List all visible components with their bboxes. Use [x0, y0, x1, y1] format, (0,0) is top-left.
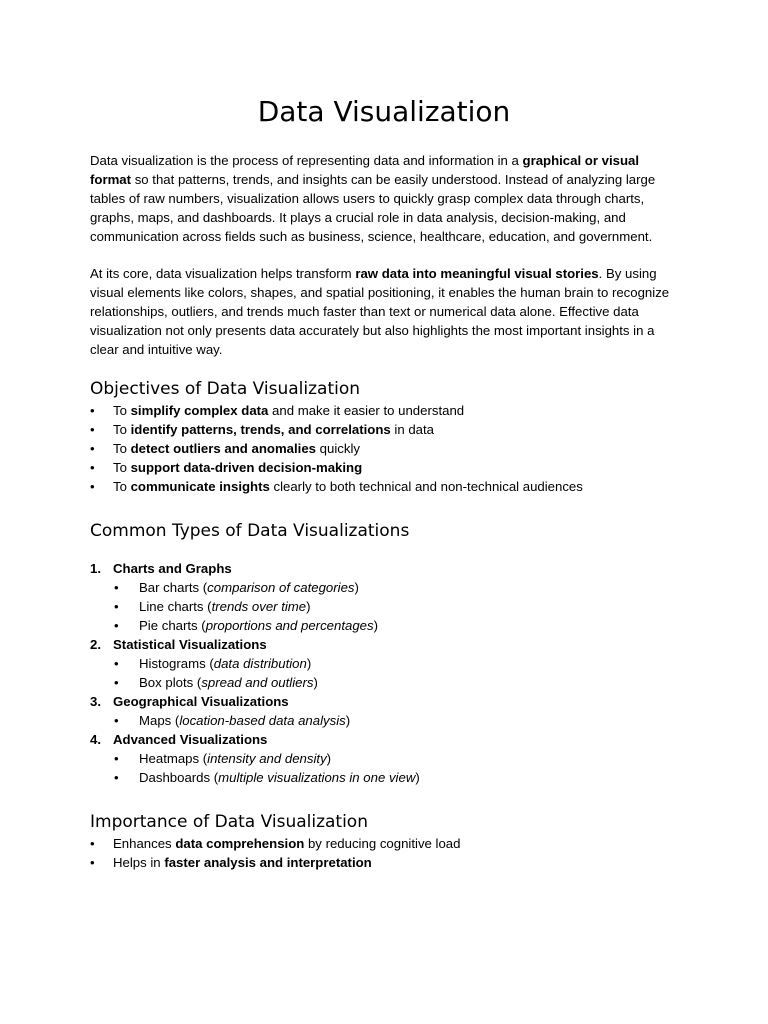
- intro-p2-text-2: . By using visual elements like colors, shapes, and spatial positioning, it enables the human brain to recognize relationships, outliers, and trends much faster than text or numerical data alone. Effective data visualization not only presents data accurately but also highlights the most important insights in a clear and intuitive way.: [90, 266, 670, 357]
- objectives-list: [90, 401, 678, 496]
- group-title: Advanced Visualizations: [113, 732, 268, 747]
- list-item: • Line charts (trends over time): [139, 597, 678, 616]
- group-number: 4.: [90, 732, 101, 747]
- list-item: • Bar charts (comparison of categories): [139, 578, 678, 597]
- list-item: • Histograms (data distribution): [139, 654, 678, 673]
- list-item: • To communicate insights clearly to both technical and non-technical audiences: [90, 477, 678, 496]
- intro-p2-bold: raw data into meaningful visual stories: [355, 266, 599, 281]
- group-title: Charts and Graphs: [113, 561, 232, 576]
- type-group-advanced: [90, 730, 678, 787]
- list-item: • Heatmaps (intensity and density): [139, 749, 678, 768]
- list-item: • Maps (location-based data analysis): [139, 711, 678, 730]
- list-item: • Dashboards (multiple visualizations in one view): [139, 768, 678, 787]
- list-item: • Box plots (spread and outliers): [139, 673, 678, 692]
- list-item: • To identify patterns, trends, and correlations in data: [90, 420, 678, 439]
- group-number: 1.: [90, 561, 101, 576]
- intro-p1-bold: graphical or visual format: [90, 153, 640, 187]
- intro-paragraph-1: [90, 151, 678, 246]
- list-item: • Helps in faster analysis and interpretation: [90, 853, 678, 872]
- group-title: Geographical Visualizations: [113, 694, 289, 709]
- importance-list: [90, 834, 678, 872]
- intro-p1-text-1: Data visualization is the process of representing data and information in a: [90, 153, 523, 168]
- objectives-heading: Objectives of Data Visualization: [90, 379, 361, 399]
- list-item: • Enhances data comprehension by reducing cognitive load: [90, 834, 678, 853]
- document-title: Data Visualization: [257, 95, 511, 128]
- list-item: • Pie charts (proportions and percentages): [139, 616, 678, 635]
- intro-p1-text-2: so that patterns, trends, and insights can be easily understood. Instead of analyzing large tables of raw numbers, visualization allows users to quickly grasp complex data through charts, graphs, maps, and dashboards. It plays a crucial role in data analysis, decision-making, and communication across fields such as business, science, healthcare, education, and government.: [90, 172, 656, 244]
- type-group-statistical: [90, 635, 678, 692]
- intro-paragraph-2: [90, 264, 678, 359]
- types-list: [90, 559, 678, 787]
- group-number: 3.: [90, 694, 101, 709]
- group-number: 2.: [90, 637, 101, 652]
- list-item: • To support data-driven decision-making: [90, 458, 678, 477]
- type-group-charts: [90, 559, 678, 635]
- intro-p2-text-1: At its core, data visualization helps transform: [90, 266, 356, 281]
- type-group-geographical: [90, 692, 678, 730]
- importance-heading: Importance of Data Visualization: [90, 812, 368, 832]
- types-heading: Common Types of Data Visualizations: [90, 521, 410, 541]
- list-item: • To detect outliers and anomalies quickly: [90, 439, 678, 458]
- group-title: Statistical Visualizations: [113, 637, 267, 652]
- list-item: • To simplify complex data and make it easier to understand: [90, 401, 678, 420]
